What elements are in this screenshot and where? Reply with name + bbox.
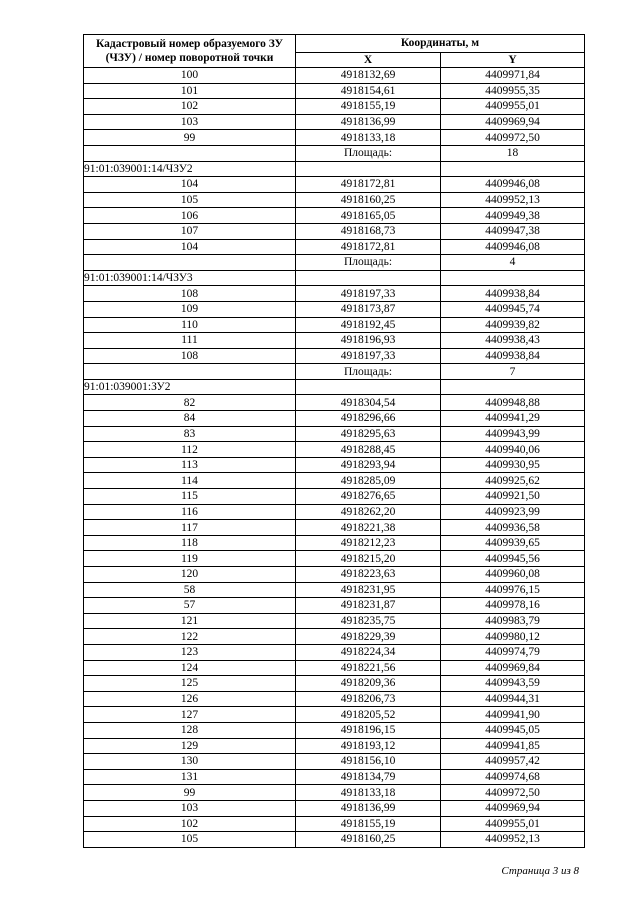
point-number: 100 xyxy=(84,68,296,84)
table-row xyxy=(84,520,585,536)
coord-x: 4918173,87 xyxy=(296,301,441,317)
empty-cell xyxy=(84,255,296,271)
point-number: 121 xyxy=(84,613,296,629)
coord-y: 4409921,50 xyxy=(441,489,585,505)
table-row xyxy=(84,473,585,489)
table-row xyxy=(84,114,585,130)
area-row xyxy=(84,364,585,380)
point-number: 124 xyxy=(84,660,296,676)
coord-x: 4918172,81 xyxy=(296,177,441,193)
coord-y: 4409952,13 xyxy=(441,192,585,208)
table-row xyxy=(84,177,585,193)
point-number: 130 xyxy=(84,754,296,770)
table-row xyxy=(84,130,585,146)
coord-y: 4409978,16 xyxy=(441,598,585,614)
point-number: 128 xyxy=(84,722,296,738)
coord-y: 4409983,79 xyxy=(441,613,585,629)
coord-y: 4409945,74 xyxy=(441,301,585,317)
point-number: 103 xyxy=(84,800,296,816)
empty-cell xyxy=(441,161,585,177)
coord-y: 4409957,42 xyxy=(441,754,585,770)
coord-x: 4918133,18 xyxy=(296,785,441,801)
empty-cell xyxy=(441,270,585,286)
coord-y: 4409971,84 xyxy=(441,68,585,84)
point-number: 123 xyxy=(84,644,296,660)
coord-x: 4918154,61 xyxy=(296,83,441,99)
coord-y: 4409974,68 xyxy=(441,769,585,785)
coord-y: 4409960,08 xyxy=(441,567,585,583)
table-row xyxy=(84,442,585,458)
table-row xyxy=(84,644,585,660)
point-number: 82 xyxy=(84,395,296,411)
point-number: 102 xyxy=(84,99,296,115)
coord-x: 4918295,63 xyxy=(296,426,441,442)
coord-x: 4918215,20 xyxy=(296,551,441,567)
coord-x: 4918304,54 xyxy=(296,395,441,411)
table-row xyxy=(84,457,585,473)
coord-x: 4918168,73 xyxy=(296,223,441,239)
point-number: 108 xyxy=(84,348,296,364)
table-row xyxy=(84,395,585,411)
area-label: Площадь: xyxy=(296,145,441,161)
coord-y: 4409980,12 xyxy=(441,629,585,645)
table-row xyxy=(84,567,585,583)
coord-y: 4409955,35 xyxy=(441,83,585,99)
coord-x: 4918160,25 xyxy=(296,832,441,848)
table-row xyxy=(84,754,585,770)
area-label: Площадь: xyxy=(296,255,441,271)
point-number: 101 xyxy=(84,83,296,99)
table-row xyxy=(84,504,585,520)
coord-y: 4409941,90 xyxy=(441,707,585,723)
table-row xyxy=(84,551,585,567)
empty-cell xyxy=(296,270,441,286)
point-number: 115 xyxy=(84,489,296,505)
table-row xyxy=(84,208,585,224)
area-label: Площадь: xyxy=(296,364,441,380)
coord-x: 4918231,95 xyxy=(296,582,441,598)
coord-x: 4918285,09 xyxy=(296,473,441,489)
coord-y: 4409945,05 xyxy=(441,722,585,738)
cadastral-number: 91:01:039001:14/ЧЗУ3 xyxy=(84,270,296,286)
coord-y: 4409939,65 xyxy=(441,535,585,551)
coord-y: 4409969,94 xyxy=(441,114,585,130)
empty-cell xyxy=(296,379,441,395)
area-value: 7 xyxy=(441,364,585,380)
point-number: 127 xyxy=(84,707,296,723)
coord-x: 4918155,19 xyxy=(296,99,441,115)
point-number: 105 xyxy=(84,832,296,848)
point-number: 117 xyxy=(84,520,296,536)
table-row xyxy=(84,411,585,427)
point-number: 129 xyxy=(84,738,296,754)
coord-x: 4918197,33 xyxy=(296,286,441,302)
header-cadastral-number: Кадастровый номер образуемого ЗУ (ЧЗУ) / номер поворотной точки xyxy=(84,35,296,68)
coord-y: 4409955,01 xyxy=(441,816,585,832)
page-number: Страница 3 из 8 xyxy=(501,865,579,877)
table-row xyxy=(84,769,585,785)
point-number: 104 xyxy=(84,177,296,193)
table-row xyxy=(84,99,585,115)
coord-x: 4918262,20 xyxy=(296,504,441,520)
table-row xyxy=(84,613,585,629)
point-number: 107 xyxy=(84,223,296,239)
coord-x: 4918196,15 xyxy=(296,722,441,738)
cadastral-number: 91:01:039001:ЗУ2 xyxy=(84,379,296,395)
point-number: 118 xyxy=(84,535,296,551)
coord-x: 4918235,75 xyxy=(296,613,441,629)
point-number: 99 xyxy=(84,130,296,146)
area-value: 18 xyxy=(441,145,585,161)
empty-cell xyxy=(296,161,441,177)
group-row xyxy=(84,379,585,395)
point-number: 120 xyxy=(84,567,296,583)
coord-x: 4918229,39 xyxy=(296,629,441,645)
coord-y: 4409943,99 xyxy=(441,426,585,442)
empty-cell xyxy=(441,379,585,395)
table-body xyxy=(84,68,585,848)
table-row xyxy=(84,707,585,723)
area-value: 4 xyxy=(441,255,585,271)
coord-x: 4918155,19 xyxy=(296,816,441,832)
coord-x: 4918196,93 xyxy=(296,333,441,349)
point-number: 113 xyxy=(84,457,296,473)
coord-y: 4409976,15 xyxy=(441,582,585,598)
point-number: 58 xyxy=(84,582,296,598)
coord-x: 4918160,25 xyxy=(296,192,441,208)
point-number: 57 xyxy=(84,598,296,614)
coord-x: 4918206,73 xyxy=(296,691,441,707)
coord-y: 4409952,13 xyxy=(441,832,585,848)
point-number: 119 xyxy=(84,551,296,567)
point-number: 104 xyxy=(84,239,296,255)
table-row xyxy=(84,535,585,551)
coord-y: 4409945,56 xyxy=(441,551,585,567)
coord-x: 4918165,05 xyxy=(296,208,441,224)
point-number: 105 xyxy=(84,192,296,208)
point-number: 131 xyxy=(84,769,296,785)
coord-x: 4918197,33 xyxy=(296,348,441,364)
table-row xyxy=(84,582,585,598)
coord-y: 4409944,31 xyxy=(441,691,585,707)
coord-y: 4409923,99 xyxy=(441,504,585,520)
table-row xyxy=(84,83,585,99)
header-x: X xyxy=(296,52,441,67)
table-row xyxy=(84,832,585,848)
coord-x: 4918288,45 xyxy=(296,442,441,458)
coord-y: 4409949,38 xyxy=(441,208,585,224)
point-number: 102 xyxy=(84,816,296,832)
coord-x: 4918192,45 xyxy=(296,317,441,333)
coord-y: 4409948,88 xyxy=(441,395,585,411)
coord-x: 4918296,66 xyxy=(296,411,441,427)
point-number: 122 xyxy=(84,629,296,645)
point-number: 125 xyxy=(84,676,296,692)
coord-x: 4918205,52 xyxy=(296,707,441,723)
table-row xyxy=(84,489,585,505)
coord-y: 4409939,82 xyxy=(441,317,585,333)
point-number: 114 xyxy=(84,473,296,489)
table-row xyxy=(84,691,585,707)
coord-x: 4918223,63 xyxy=(296,567,441,583)
coord-y: 4409925,62 xyxy=(441,473,585,489)
point-number: 99 xyxy=(84,785,296,801)
group-row xyxy=(84,161,585,177)
coord-x: 4918221,56 xyxy=(296,660,441,676)
coord-x: 4918133,18 xyxy=(296,130,441,146)
point-number: 83 xyxy=(84,426,296,442)
area-row xyxy=(84,255,585,271)
coord-x: 4918156,10 xyxy=(296,754,441,770)
coord-y: 4409955,01 xyxy=(441,99,585,115)
empty-cell xyxy=(84,364,296,380)
table-row xyxy=(84,800,585,816)
point-number: 116 xyxy=(84,504,296,520)
coord-y: 4409936,58 xyxy=(441,520,585,536)
header-coordinates: Координаты, м xyxy=(296,35,585,53)
point-number: 106 xyxy=(84,208,296,224)
coord-y: 4409969,94 xyxy=(441,800,585,816)
table-row xyxy=(84,676,585,692)
coord-y: 4409946,08 xyxy=(441,239,585,255)
table-row xyxy=(84,301,585,317)
table-row xyxy=(84,286,585,302)
coord-x: 4918134,79 xyxy=(296,769,441,785)
cadastral-number: 91:01:039001:14/ЧЗУ2 xyxy=(84,161,296,177)
coord-y: 4409938,84 xyxy=(441,348,585,364)
coord-y: 4409974,79 xyxy=(441,644,585,660)
coord-y: 4409943,59 xyxy=(441,676,585,692)
table-row xyxy=(84,598,585,614)
header-y: Y xyxy=(441,52,585,67)
coord-y: 4409930,95 xyxy=(441,457,585,473)
table-row xyxy=(84,816,585,832)
table-row xyxy=(84,192,585,208)
coord-x: 4918212,23 xyxy=(296,535,441,551)
area-row xyxy=(84,145,585,161)
table-row xyxy=(84,317,585,333)
table-row xyxy=(84,239,585,255)
point-number: 126 xyxy=(84,691,296,707)
table-row xyxy=(84,223,585,239)
table-row xyxy=(84,426,585,442)
point-number: 109 xyxy=(84,301,296,317)
coord-x: 4918136,99 xyxy=(296,800,441,816)
coord-x: 4918172,81 xyxy=(296,239,441,255)
coord-y: 4409938,84 xyxy=(441,286,585,302)
table-row xyxy=(84,629,585,645)
table-row xyxy=(84,68,585,84)
coord-x: 4918136,99 xyxy=(296,114,441,130)
coord-x: 4918132,69 xyxy=(296,68,441,84)
point-number: 84 xyxy=(84,411,296,427)
group-row xyxy=(84,270,585,286)
table-row xyxy=(84,660,585,676)
coord-x: 4918276,65 xyxy=(296,489,441,505)
coord-x: 4918231,87 xyxy=(296,598,441,614)
coord-y: 4409972,50 xyxy=(441,785,585,801)
empty-cell xyxy=(84,145,296,161)
coord-y: 4409941,85 xyxy=(441,738,585,754)
coord-x: 4918221,38 xyxy=(296,520,441,536)
point-number: 108 xyxy=(84,286,296,302)
coord-x: 4918209,36 xyxy=(296,676,441,692)
point-number: 110 xyxy=(84,317,296,333)
point-number: 111 xyxy=(84,333,296,349)
table-row xyxy=(84,722,585,738)
coord-y: 4409947,38 xyxy=(441,223,585,239)
coord-y: 4409972,50 xyxy=(441,130,585,146)
coord-x: 4918224,34 xyxy=(296,644,441,660)
coord-y: 4409969,84 xyxy=(441,660,585,676)
coord-y: 4409946,08 xyxy=(441,177,585,193)
coord-x: 4918193,12 xyxy=(296,738,441,754)
coord-y: 4409941,29 xyxy=(441,411,585,427)
point-number: 112 xyxy=(84,442,296,458)
coordinates-table xyxy=(83,34,585,848)
point-number: 103 xyxy=(84,114,296,130)
table-row xyxy=(84,333,585,349)
coord-x: 4918293,94 xyxy=(296,457,441,473)
table-row xyxy=(84,785,585,801)
table-row xyxy=(84,348,585,364)
coord-y: 4409938,43 xyxy=(441,333,585,349)
coord-y: 4409940,06 xyxy=(441,442,585,458)
table-row xyxy=(84,738,585,754)
